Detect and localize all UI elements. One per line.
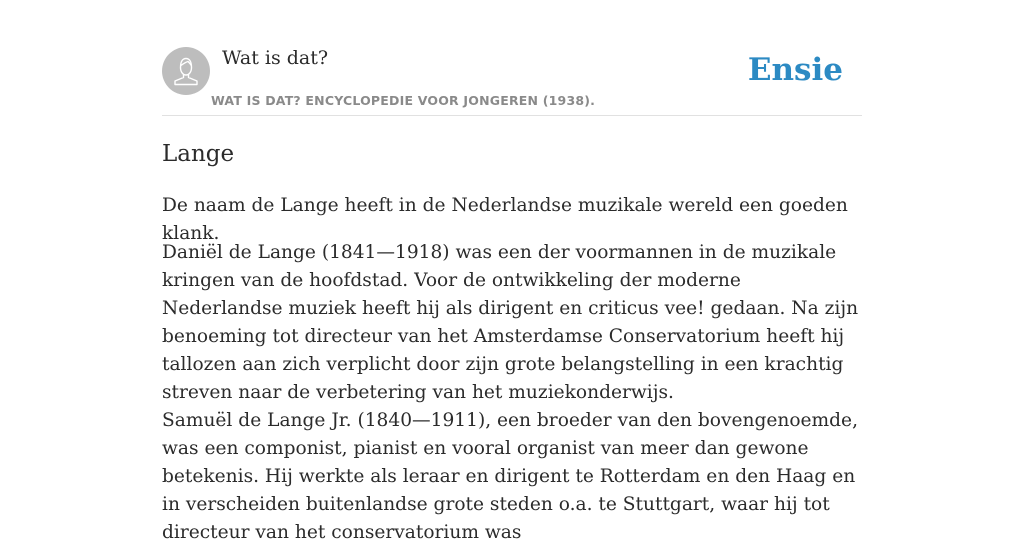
- ensie-logo-link[interactable]: Ensie: [747, 52, 843, 88]
- article-intro: De naam de Lange heeft in de Nederlandse muzikale wereld een goeden klank.: [162, 195, 848, 244]
- avatar[interactable]: [162, 47, 210, 95]
- user-silhouette-icon: [162, 47, 210, 95]
- article-paragraph: Samuël de Lange Jr. (1840—1911), een broeder van den bovengenoemde, was een componist, pianist en vooral organist van meer dan gewone betekenis. Hij werkte als leraar en dirigent te Rotterdam en den Haag en in verscheiden buitenlandse grote steden o.a. te Stuttgart, waar hij tot directeur van het conservatorium was: [162, 410, 858, 543]
- source-title[interactable]: Wat is dat?: [222, 47, 329, 69]
- source-subtitle[interactable]: WAT IS DAT? ENCYCLOPEDIE VOOR JONGEREN (1938).: [211, 93, 596, 108]
- article-body: [162, 239, 864, 547]
- document-page: [162, 0, 862, 543]
- article-paragraph: Daniël de Lange (1841—1918) was een der voormannen in de muzikale kringen van de hoofdstad. Voor de ontwikkeling der moderne Nederlandse muziek heeft hij als dirigent en criticus vee! gedaan. Na zijn benoeming tot directeur van het Amsterdamse Conservatorium heeft hij tallozen aan zich verplicht door zijn grote belangstelling in een krachtig streven naar de verbetering van het muziekonderwijs.: [162, 242, 859, 403]
- article-title: Lange: [162, 141, 235, 167]
- source-header: [162, 0, 862, 116]
